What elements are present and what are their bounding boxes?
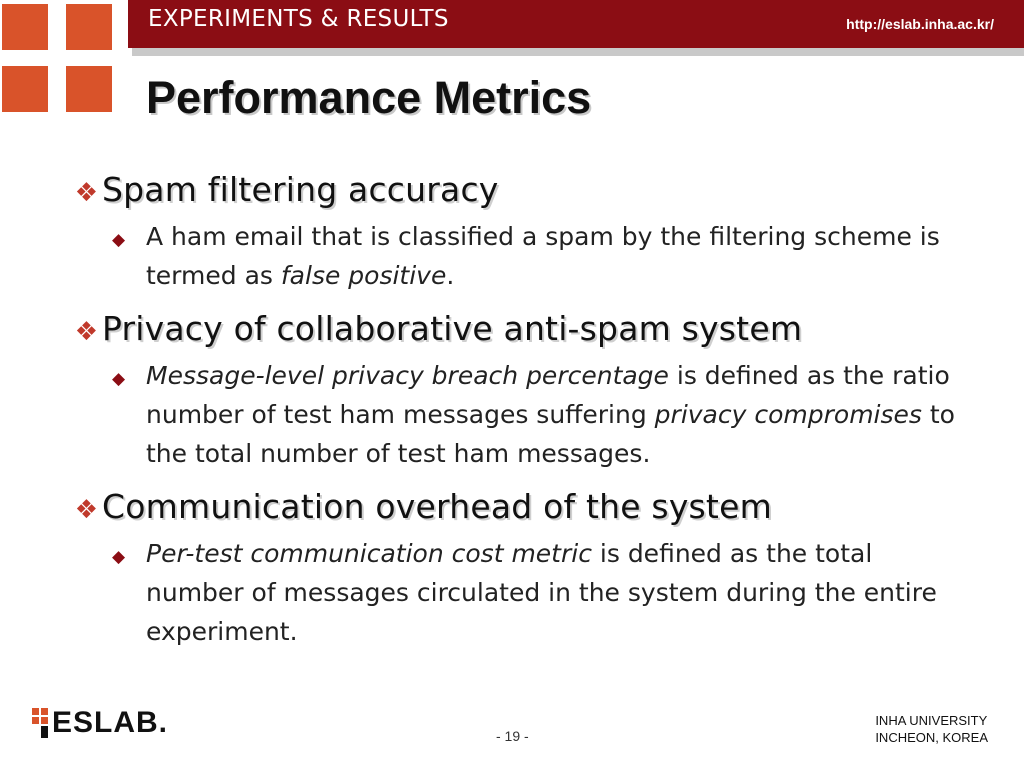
bullet-item: [60, 487, 970, 526]
sub-bullet-text: [146, 534, 966, 651]
four-diamond-icon: ❖: [74, 317, 98, 347]
text-run: .: [446, 261, 455, 290]
slide-content: [60, 170, 970, 665]
section-title: EXPERIMENTS & RESULTS: [148, 6, 449, 32]
text-run: is defined as the ratio number of test ham messages suffering: [146, 361, 950, 429]
page-number: - 19 -: [496, 728, 529, 744]
bullet-heading: Spam filtering accuracy: [102, 170, 499, 209]
square-icon: [66, 4, 112, 50]
bullet-heading: Communication overhead of the system: [102, 487, 772, 526]
eslab-logo-text: ESLAB.: [52, 706, 169, 739]
text-run: to the total number of test ham messages.: [146, 400, 955, 468]
text-run: is defined as the total number of messages circulated in the system during the entire experiment.: [146, 539, 937, 646]
university-label: [875, 712, 988, 746]
italic-run: Per-test communication cost metric: [146, 539, 592, 568]
sub-bullet-item: [112, 217, 970, 295]
header-band-shadow: [132, 48, 1024, 56]
page-title: Performance Metrics: [146, 72, 592, 123]
sub-bullet-item: [112, 534, 970, 651]
bullet-item: [60, 309, 970, 348]
four-diamond-icon: ❖: [74, 495, 98, 525]
square-icon: [2, 66, 48, 112]
italic-run: false positive: [280, 261, 447, 290]
four-diamond-icon: ❖: [74, 178, 98, 208]
sub-bullet-text: [146, 217, 966, 295]
sub-bullet-text: [146, 356, 966, 473]
bullet-item: [60, 170, 970, 209]
square-icon: [2, 4, 48, 50]
location-line: INCHEON, KOREA: [875, 730, 988, 745]
diamond-icon: ◆: [112, 369, 126, 389]
decorative-squares: [0, 0, 130, 125]
italic-run: Message-level privacy breach percentage: [146, 361, 669, 390]
italic-run: privacy compromises: [654, 400, 922, 429]
square-icon: [66, 66, 112, 112]
eslab-logo: [32, 708, 168, 738]
bullet-heading: Privacy of collaborative anti-spam system: [102, 309, 803, 348]
eslab-logo-icon: [32, 708, 50, 738]
diamond-icon: ◆: [112, 547, 126, 567]
text-run: A ham email that is classified a spam by the filtering scheme is termed as: [146, 222, 940, 290]
header-url: http://eslab.inha.ac.kr/: [846, 16, 994, 32]
sub-bullet-item: [112, 356, 970, 473]
university-line: INHA UNIVERSITY: [875, 713, 988, 728]
diamond-icon: ◆: [112, 230, 126, 250]
